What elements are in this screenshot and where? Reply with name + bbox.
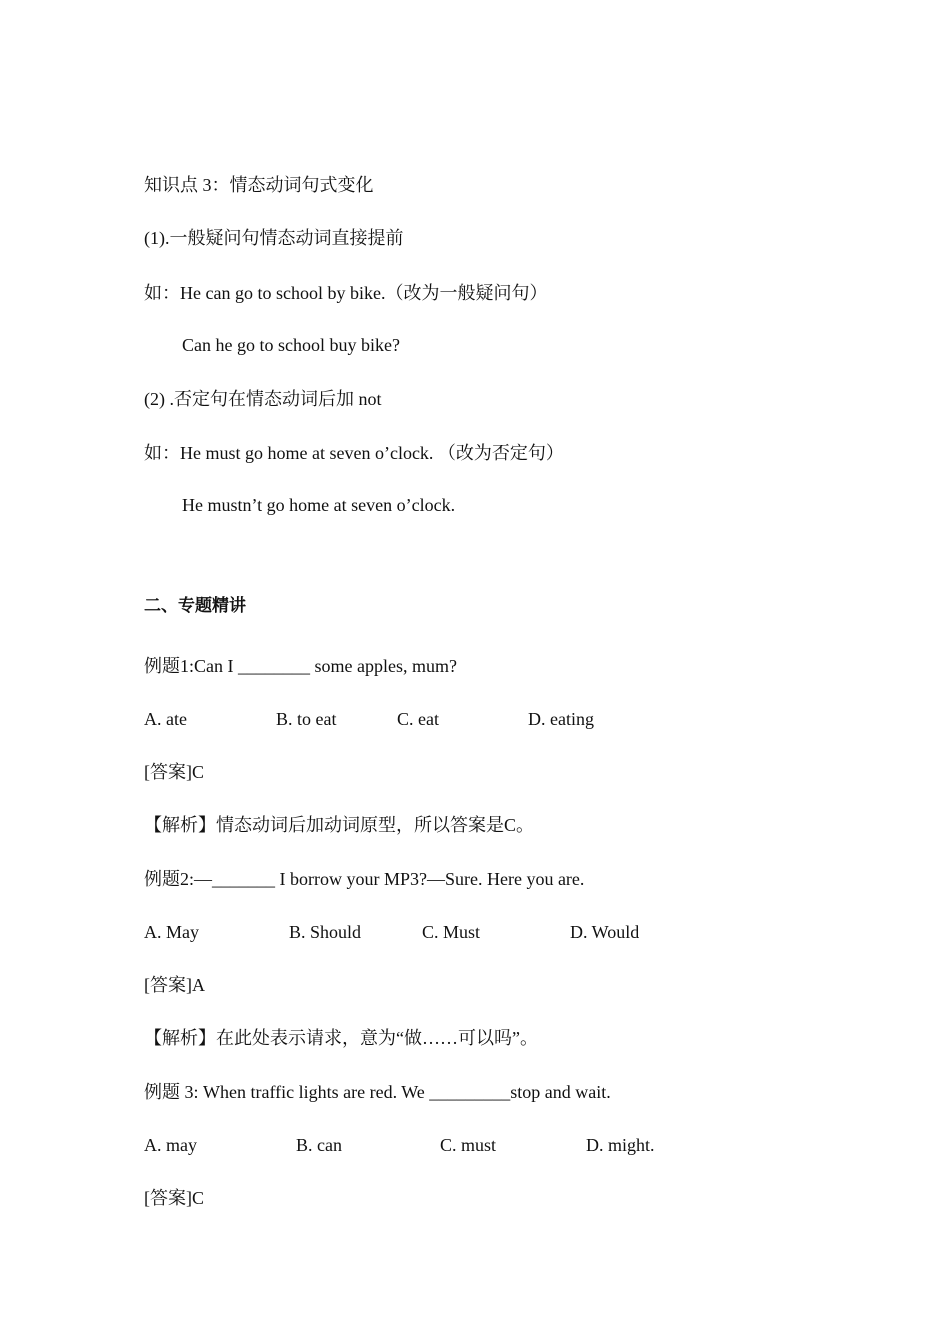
question-3-option-c: C. must bbox=[440, 1135, 497, 1155]
question-3-option-d: D. might. bbox=[586, 1135, 655, 1155]
question-1-option-b: B. to eat bbox=[276, 709, 337, 729]
section-title: 二、专题精讲 bbox=[144, 596, 246, 616]
question-1-option-c: C. eat bbox=[397, 709, 439, 729]
example-question-answer: Can he go to school buy bike? bbox=[182, 335, 400, 355]
example-negative-form: 如：He must go home at seven o’clock. （改为否定句） bbox=[144, 443, 564, 463]
question-1-option-d: D. eating bbox=[528, 709, 594, 729]
rule-question-form: (1).一般疑问句情态动词直接提前 bbox=[144, 228, 404, 248]
question-3-option-a: A. may bbox=[144, 1135, 197, 1155]
question-2-answer: [答案]A bbox=[144, 975, 205, 995]
question-1-stem: 例题1:Can I ________ some apples, mum? bbox=[144, 656, 457, 676]
question-1-answer: [答案]C bbox=[144, 762, 204, 782]
question-3-option-b: B. can bbox=[296, 1135, 342, 1155]
example-negative-answer: He mustn’t go home at seven o’clock. bbox=[182, 495, 456, 515]
question-2-option-a: A. May bbox=[144, 922, 199, 942]
question-3-stem: 例题 3: When traffic lights are red. We _________stop and wait. bbox=[144, 1082, 611, 1102]
question-3-answer: [答案]C bbox=[144, 1188, 204, 1208]
question-2-option-b: B. Should bbox=[289, 922, 362, 942]
question-2-option-c: C. Must bbox=[422, 922, 481, 942]
question-1-option-a: A. ate bbox=[144, 709, 187, 729]
question-2-analysis: 【解析】在此处表示请求，意为“做……可以吗”。 bbox=[144, 1028, 538, 1048]
rule-negative-form: (2) .否定句在情态动词后加 not bbox=[144, 389, 382, 409]
question-1-analysis: 【解析】情态动词后加动词原型，所以答案是C。 bbox=[144, 815, 535, 835]
knowledge-point-title: 知识点 3：情态动词句式变化 bbox=[144, 175, 374, 195]
example-question-form: 如：He can go to school by bike.（改为一般疑问句） bbox=[144, 283, 548, 303]
question-2-option-d: D. Would bbox=[570, 922, 640, 942]
question-2-stem: 例题2:—_______ I borrow your MP3?—Sure. Here you are. bbox=[144, 869, 585, 889]
